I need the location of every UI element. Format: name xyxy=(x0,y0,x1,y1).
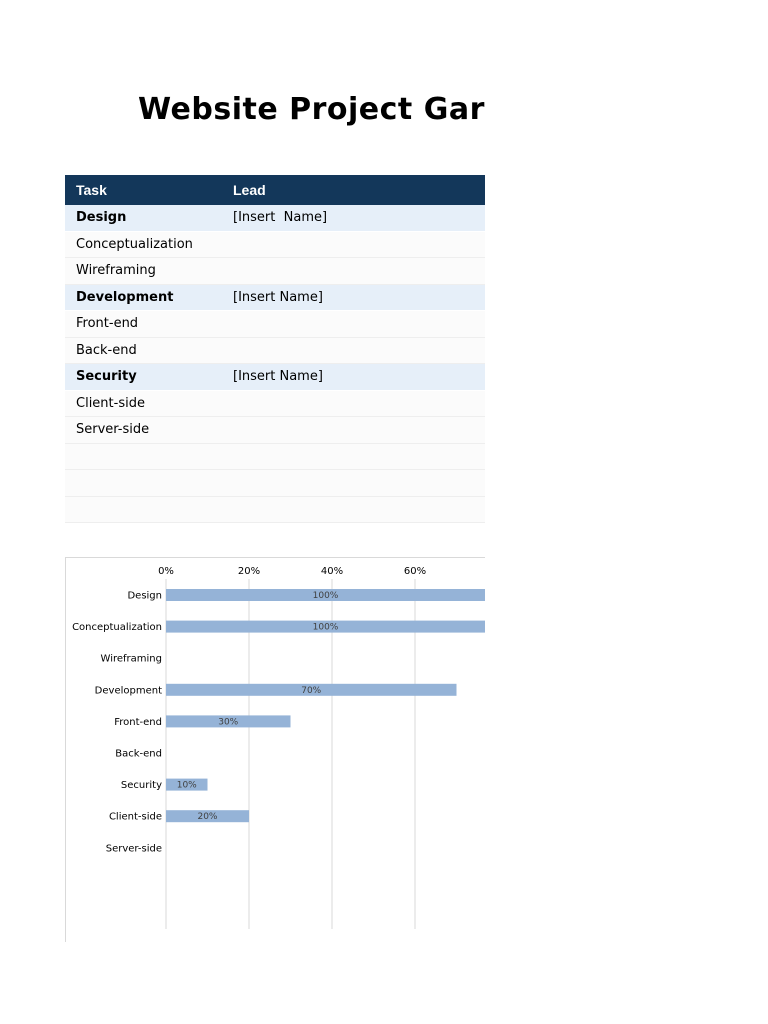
lead-cell: [Insert Name] xyxy=(233,210,328,226)
tick-label: 20% xyxy=(237,566,261,577)
table-row[interactable] xyxy=(65,497,485,524)
task-cell: Wireframing xyxy=(76,263,156,279)
category-label: Design xyxy=(127,590,162,602)
tick-label: 0% xyxy=(158,566,174,577)
data-label: 70% xyxy=(301,685,322,696)
category-label: Back-end xyxy=(115,748,162,760)
data-label: 100% xyxy=(312,591,339,601)
table-row[interactable] xyxy=(65,205,485,232)
data-label: 30% xyxy=(218,717,239,728)
table-row[interactable] xyxy=(65,232,485,259)
category-label: Server-side xyxy=(105,843,162,855)
table-row[interactable] xyxy=(65,391,485,418)
header-task: Task xyxy=(76,182,107,198)
task-cell: Development xyxy=(76,289,174,305)
category-label: Wireframing xyxy=(100,653,162,665)
tick-label: 40% xyxy=(320,566,344,577)
category-label: Front-end xyxy=(114,716,162,728)
category-label: Client-side xyxy=(108,811,162,823)
table-row[interactable] xyxy=(65,364,485,391)
data-label: 20% xyxy=(197,812,218,823)
task-cell: Server-side xyxy=(76,422,150,438)
gantt-chart xyxy=(65,557,485,942)
data-label: 10% xyxy=(176,780,197,791)
table-row[interactable] xyxy=(65,258,485,285)
table-row[interactable] xyxy=(65,470,485,497)
tick-label: 60% xyxy=(403,566,427,577)
document-title: Website Project Gar xyxy=(138,92,485,127)
task-cell: Conceptualization xyxy=(76,236,193,252)
task-cell: Design xyxy=(76,210,127,226)
category-label: Development xyxy=(94,685,162,697)
category-label: Security xyxy=(120,780,162,792)
data-label: 100% xyxy=(312,622,339,633)
table-row[interactable] xyxy=(65,311,485,338)
task-cell: Client-side xyxy=(76,395,145,411)
gantt-chart-svg xyxy=(65,557,485,942)
table-row[interactable] xyxy=(65,285,485,312)
category-label: Conceptualization xyxy=(72,622,162,634)
table-row[interactable] xyxy=(65,444,485,471)
task-cell: Front-end xyxy=(76,316,139,332)
task-cell: Back-end xyxy=(76,342,137,358)
lead-cell: [Insert Name] xyxy=(233,289,323,305)
header-lead: Lead xyxy=(233,182,266,198)
table-row[interactable] xyxy=(65,338,485,365)
table-header xyxy=(65,175,485,205)
lead-cell: [Insert Name] xyxy=(233,369,323,385)
task-cell: Security xyxy=(76,369,137,385)
table-row[interactable] xyxy=(65,417,485,444)
task-table xyxy=(65,175,485,523)
